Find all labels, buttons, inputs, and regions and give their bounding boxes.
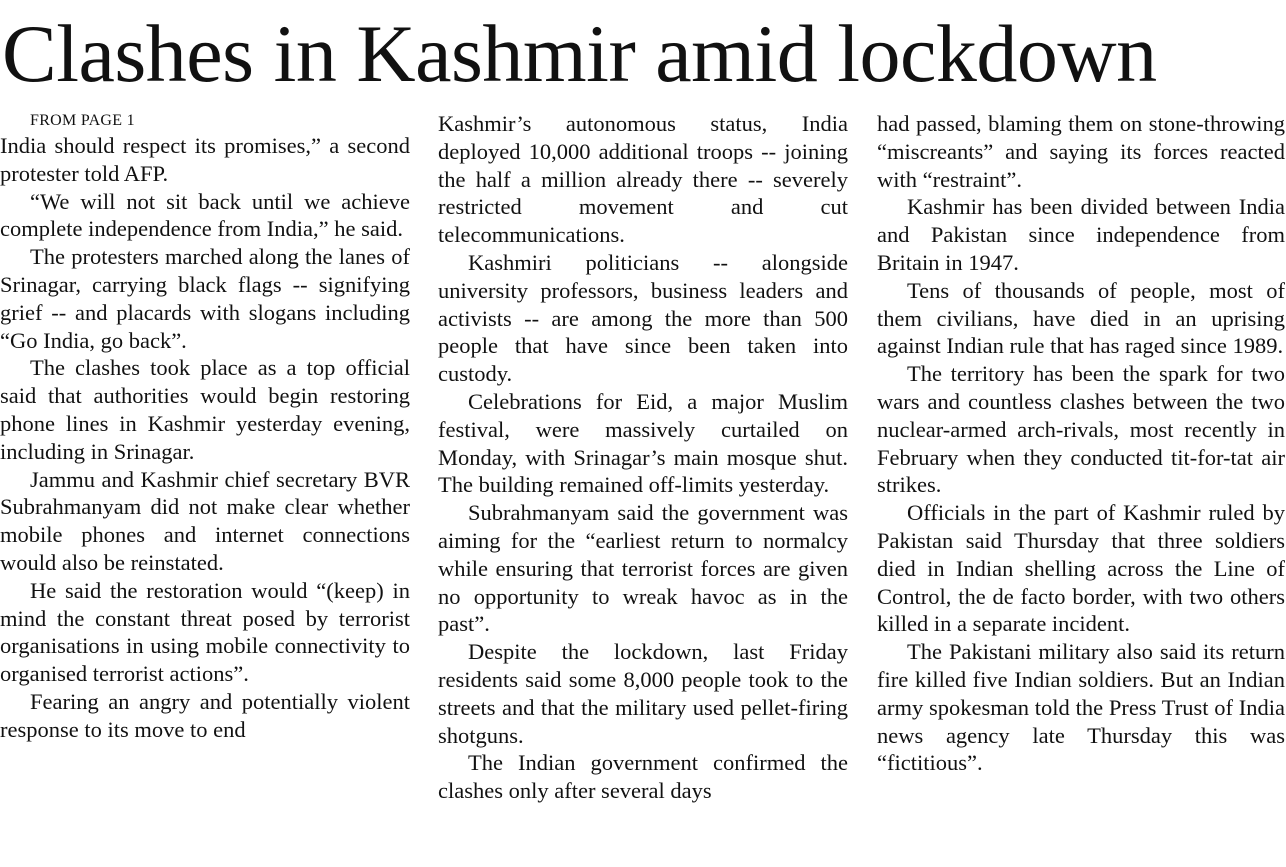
paragraph: “We will not sit back until we achieve complete independence from India,” he said. — [0, 188, 410, 242]
paragraph: The protesters marched along the lanes of Srinagar, carrying black flags -- signifying grief -- and placards with slogans including “Go India, go back”. — [0, 244, 410, 353]
jump-label: FROM PAGE 1 — [30, 112, 135, 129]
paragraph: Celebrations for Eid, a major Muslim festival, were massively curtailed on Monday, with Srinagar’s main mosque shut. The building remained off-limits yesterday. — [438, 388, 848, 498]
article-column-3 — [877, 110, 1285, 777]
paragraph: The clashes took place as a top official said that authorities would begin restoring phone lines in Kashmir yesterday evening, including in Srinagar. — [0, 355, 410, 464]
paragraph: The territory has been the spark for two wars and countless clashes between the two nuclear-armed arch-rivals, most recently in February when they conducted tit-for-tat air strikes. — [877, 361, 1285, 498]
paragraph: Kashmir’s autonomous status, India deployed 10,000 additional troops -- joining the half a million already there -- severely restricted movement and cut telecommunications. — [438, 111, 848, 248]
article-column-1 — [0, 110, 410, 744]
paragraph: Fearing an angry and potentially violent response to its move to end — [0, 688, 410, 742]
paragraph: Tens of thousands of people, most of them civilians, have died in an uprising against Indian rule that has raged since 1989. — [877, 277, 1285, 359]
paragraph: Officials in the part of Kashmir ruled by Pakistan said Thursday that three soldiers died in Indian shelling across the Line of Control, the de facto border, with two others killed in a separate incident. — [877, 500, 1285, 637]
paragraph: India should respect its promises,” a second protester told AFP. — [0, 133, 410, 186]
paragraph: Subrahmanyam said the government was aiming for the “earliest return to normalcy while ensuring that terrorist forces are given no opportunity to wreak havoc as in the past”. — [438, 500, 848, 637]
paragraph: The Pakistani military also said its return fire killed five Indian soldiers. But an Indian army spokesman told the Press Trust of India news agency late Thursday this was “fictitious”. — [877, 639, 1285, 776]
paragraph: He said the restoration would “(keep) in mind the constant threat posed by terrorist organisations in using mobile connectivity to organised terrorist actions”. — [0, 577, 410, 687]
paragraph: had passed, blaming them on stone-throwing “miscreants” and saying its forces reacted with “restraint”. — [877, 111, 1285, 192]
paragraph: Kashmiri politicians -- alongside university professors, business leaders and activists -- are among the more than 500 people that have since been taken into custody. — [438, 249, 848, 387]
paragraph: Jammu and Kashmir chief secretary BVR Subrahmanyam did not make clear whether mobile phones and internet connections would also be reinstated. — [0, 466, 410, 575]
paragraph: The Indian government confirmed the clashes only after several days — [438, 750, 848, 804]
article-column-2 — [438, 110, 848, 805]
paragraph: Kashmir has been divided between India and Pakistan since independence from Britain in 1947. — [877, 194, 1285, 275]
headline: Clashes in Kashmir amid lockdown — [2, 8, 1157, 99]
paragraph: Despite the lockdown, last Friday residents said some 8,000 people took to the streets and that the military used pellet-firing shotguns. — [438, 639, 848, 748]
